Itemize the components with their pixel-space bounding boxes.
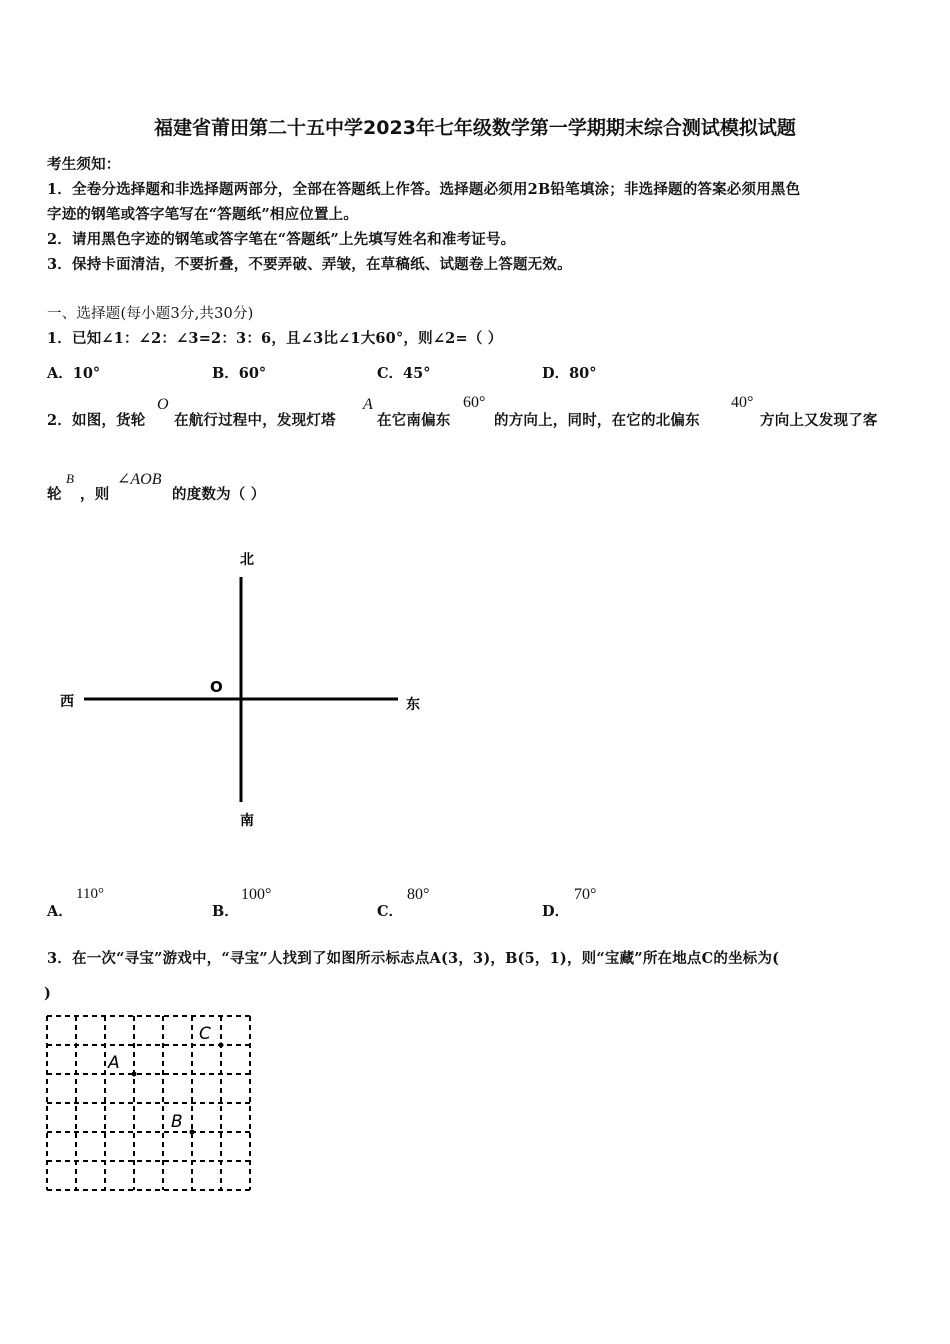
- treasure-grid: [40, 1008, 260, 1198]
- notice-heading: 考生须知：: [47, 156, 121, 173]
- q2-text-part8: 的度数为（ ）: [172, 486, 266, 503]
- compass-east-label: 东: [406, 697, 420, 713]
- notice-item-3: 3．保持卡面清洁，不要折叠，不要弄破、弄皱，在草稿纸、试题卷上答题无效。: [47, 256, 572, 273]
- section-heading: 一、选择题(每小题3分,共30分): [47, 306, 254, 322]
- q2-option-d-value: 70°: [574, 886, 597, 903]
- notice-item-1-cont: 字迹的钢笔或答字笔写在“答题纸”相应位置上。: [47, 206, 359, 223]
- q2-text-part7: ，则: [80, 486, 110, 503]
- point-b-label: B: [171, 1112, 183, 1132]
- compass-diagram: [0, 540, 460, 840]
- compass-origin-label: O: [210, 678, 223, 696]
- q2-option-b-letter: B．: [212, 903, 239, 920]
- q2-math-o: O: [157, 396, 169, 413]
- q2-option-a-value: 110°: [76, 886, 104, 902]
- q2-text-part2: 在航行过程中，发现灯塔: [174, 412, 336, 429]
- point-c: [219, 1043, 224, 1048]
- q2-text-part1: 2．如图，货轮: [47, 412, 146, 429]
- notice-item-1: 1．全卷分选择题和非选择题两部分，全部在答题纸上作答。选择题必须用2B铅笔填涂；非选择题的答案必须用黑色: [47, 181, 801, 198]
- q1-option-d: D．80°: [542, 365, 597, 382]
- q1-text: 1．已知∠1：∠2：∠3=2：3：6，且∠3比∠1大60°，则∠2=（ ）: [47, 330, 503, 347]
- q2-option-b-value: 100°: [241, 886, 272, 903]
- q2-math-b: B: [66, 471, 74, 486]
- q2-text-part6: 轮: [47, 486, 62, 503]
- q1-option-c: C．45°: [377, 365, 431, 382]
- point-b: [190, 1130, 195, 1135]
- q2-option-d-letter: D．: [542, 903, 570, 920]
- q2-text-part5: 方向上又发现了客: [760, 412, 878, 429]
- page-title: 福建省莆田第二十五中学2023年七年级数学第一学期期末综合测试模拟试题: [154, 117, 796, 139]
- point-a: [132, 1072, 137, 1077]
- compass-south-label: 南: [240, 813, 254, 829]
- point-c-label: C: [199, 1024, 211, 1044]
- notice-item-2: 2．请用黑色字迹的钢笔或答字笔在“答题纸”上先填写姓名和准考证号。: [47, 231, 516, 248]
- q3-text-line1: 3．在一次“寻宝”游戏中，“寻宝”人找到了如图所示标志点A(3，3)，B(5，1)，则“宝藏”所在地点C的坐标为(: [47, 950, 780, 967]
- q2-math-aob: ∠AOB: [117, 471, 162, 488]
- q2-option-c-value: 80°: [407, 886, 430, 903]
- q2-option-a-letter: A．: [47, 903, 73, 920]
- compass-north-label: 北: [240, 552, 254, 568]
- q2-math-a: A: [363, 396, 373, 413]
- q1-option-b: B．60°: [212, 365, 267, 382]
- q2-text-part4: 的方向上，同时，在它的北偏东: [494, 412, 700, 429]
- q2-text-part3: 在它南偏东: [377, 412, 451, 429]
- q2-math-40: 40°: [731, 394, 754, 411]
- grid-lines: [47, 1016, 250, 1190]
- q3-text-line2: ): [44, 985, 52, 1002]
- q1-option-a: A．10°: [47, 365, 101, 382]
- compass-west-label: 西: [60, 694, 74, 710]
- q2-math-60: 60°: [463, 394, 486, 411]
- point-a-label: A: [108, 1053, 120, 1073]
- q2-option-c-letter: C．: [377, 903, 404, 920]
